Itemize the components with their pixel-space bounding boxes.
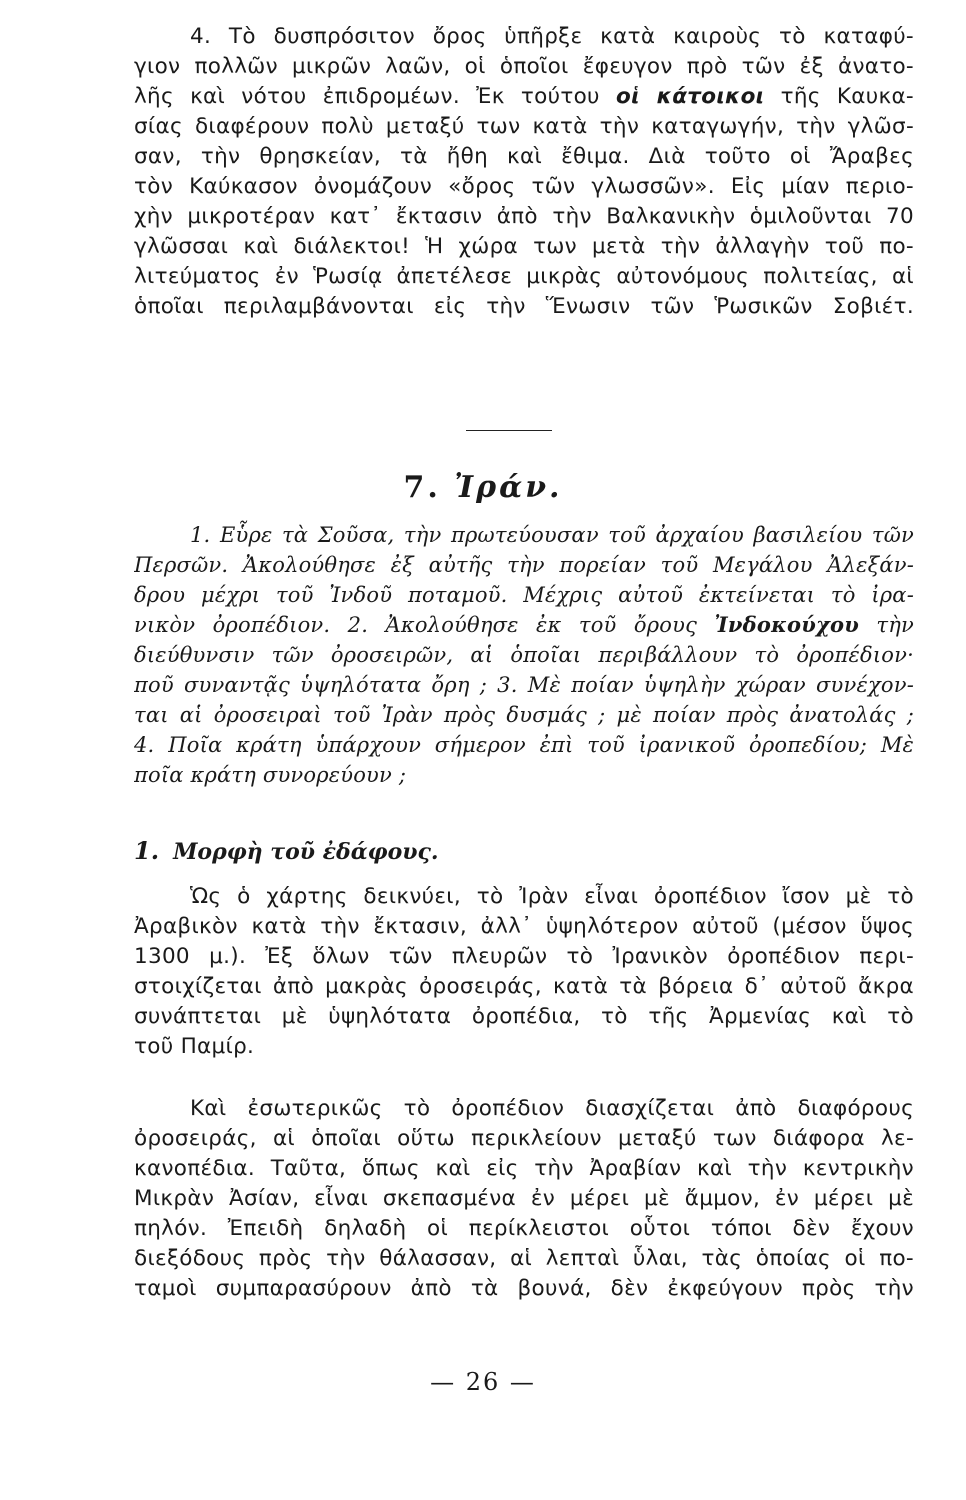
text-line: τὸν Καύκασον ὀνομάζουν «ὄρος τῶν γλωσσῶν». Εἰς μίαν περιο- <box>134 174 914 199</box>
text-line: λῆς καὶ νότου ἐπιδρομέων. Ἐκ τούτου οἱ κάτοικοι τῆς Καυκα- <box>134 84 914 109</box>
text-line: νικὸν ὀροπέδιον. 2. Ἀκολούθησε ἐκ τοῦ ὄρους Ἰνδοκούχου τὴν <box>134 612 914 637</box>
text-line: διεύθυνσιν τῶν ὀροσειρῶν, αἱ ὁποῖαι περιβάλλουν τὸ ὀροπέδιον· <box>134 643 914 667</box>
chapter-name: Ἰράν. <box>454 470 563 505</box>
text-line: συνάπτεται μὲ ὑψηλότατα ὀροπέδια, τὸ τῆς Ἀρμενίας καὶ τὸ <box>134 1004 914 1029</box>
text-line: ὁποῖαι περιλαμβάνονται εἰς τὴν Ἕνωσιν τῶν Ῥωσικῶν Σοβιέτ. <box>134 294 914 319</box>
text-line: Περσῶν. Ἀκολούθησε ἐξ αὐτῆς τὴν πορείαν τοῦ Μεγάλου Ἀλεξάν- <box>134 553 914 577</box>
text-line: σίας διαφέρουν πολὺ μεταξύ των κατὰ τὴν καταγωγήν, τὴν γλῶσ- <box>134 114 914 139</box>
bold-term: Ἰνδοκούχου <box>714 612 859 637</box>
text-line: 1. Εὗρε τὰ Σοῦσα, τὴν πρωτεύουσαν τοῦ ἀρχαίου βασιλείου τῶν <box>190 523 914 547</box>
text-line: ται αἱ ὀροσειραὶ τοῦ Ἰρὰν πρὸς δυσμάς ; μὲ ποίαν πρὸς ἀνατολάς ; <box>134 703 914 727</box>
divider-rule <box>466 430 552 431</box>
text-line: 4. Ποῖα κράτη ὑπάρχουν σήμερον ἐπὶ τοῦ ἰρανικοῦ ὀροπεδίου; Μὲ <box>134 733 914 757</box>
text-line: Καὶ ἐσωτερικῶς τὸ ὀροπέδιον διασχίζεται ἀπὸ διαφόρους <box>190 1096 914 1121</box>
text-line: στοιχίζεται ἀπὸ μακρὰς ὀροσειράς, κατὰ τὰ βόρεια δ᾽ αὐτοῦ ἄκρα <box>134 974 914 999</box>
text-line: ποῖα κράτη συνορεύουν ; <box>134 763 407 787</box>
text-line: ὀροσειράς, αἱ ὁποῖαι οὕτω περικλείουν μεταξύ των διάφορα λε- <box>134 1126 914 1151</box>
text-line: λιτεύματος ἐν Ῥωσίᾳ ἀπετέλεσε μικρὰς αὐτονόμους πολιτείας, αἱ <box>134 264 914 289</box>
text-line: γιον πολλῶν μικρῶν λαῶν, οἱ ὁποῖοι ἔφευγον πρὸ τῶν ἐξ ἀνατο- <box>134 54 914 79</box>
text-line: Μικρὰν Ἀσίαν, εἶναι σκεπασμένα ἐν μέρει μὲ ἄμμον, ἐν μέρει μὲ <box>134 1186 914 1211</box>
text-line: διεξόδους πρὸς τὴν θάλασσαν, αἱ λεπταὶ ὗλαι, τὰς ὁποίας οἱ πο- <box>134 1246 914 1271</box>
chapter-number: 7. <box>403 470 441 505</box>
questions-block <box>134 520 914 790</box>
paragraph-caucasus <box>134 22 914 322</box>
bold-term: οἱ κάτοικοι <box>616 84 765 109</box>
text-line: χὴν μικροτέραν κατ᾽ ἔκτασιν ἀπὸ τὴν Βαλκανικὴν ὁμιλοῦνται 70 <box>134 204 914 229</box>
paragraph-relief <box>134 882 914 1062</box>
text-line: κανοπέδια. Ταῦτα, ὅπως καὶ εἰς τὴν Ἀραβίαν καὶ τὴν κεντρικὴν <box>134 1156 914 1181</box>
text-line: γλῶσσαι καὶ διάλεκτοι! Ἡ χώρα των μετὰ τὴν ἀλλαγὴν τοῦ πο- <box>134 234 914 259</box>
text-line: Ἀραβικὸν κατὰ τὴν ἔκτασιν, ἀλλ᾽ ὑψηλότερον αὐτοῦ (μέσον ὕψος <box>134 914 914 939</box>
text-line: 1300 μ.). Ἐξ ὅλων τῶν πλευρῶν τὸ Ἰρανικὸν ὀροπέδιον περι- <box>134 944 914 969</box>
text-line: τοῦ Παμίρ. <box>134 1034 255 1059</box>
paragraph-interior <box>134 1094 914 1304</box>
section-number: 1. <box>134 836 160 865</box>
page-number: — 26 — <box>430 1368 536 1396</box>
text-line: 4. Τὸ δυσπρόσιτον ὄρος ὑπῆρξε κατὰ καιροὺς τὸ καταφύ- <box>190 24 914 49</box>
text-line: ταμοὶ συμπαρασύρουν ἀπὸ τὰ βουνά, δὲν ἐκφεύγουν πρὸς τὴν <box>134 1276 914 1301</box>
text-line: ποῦ συναντᾷς ὑψηλότατα ὄρη ; 3. Μὲ ποίαν ὑψηλὴν χώραν συνέχον- <box>134 673 914 697</box>
text-line: πηλόν. Ἐπειδὴ δηλαδὴ οἱ περίκλειστοι οὗτοι τόποι δὲν ἔχουν <box>134 1216 914 1241</box>
chapter-title <box>0 470 966 505</box>
text-line: σαν, τὴν θρησκείαν, τὰ ἤθη καὶ ἔθιμα. Διὰ τοῦτο οἱ Ἄραβες <box>134 144 914 169</box>
section-title: Μορφὴ τοῦ ἐδάφους. <box>173 839 439 865</box>
text-line: δρου μέχρι τοῦ Ἰνδοῦ ποταμοῦ. Μέχρις αὐτοῦ ἐκτείνεται τὸ ἰρα- <box>134 583 914 607</box>
section-heading <box>134 836 439 865</box>
text-line: Ὡς ὁ χάρτης δεικνύει, τὸ Ἰρὰν εἶναι ὀροπέδιον ἴσον μὲ τὸ <box>190 884 914 909</box>
